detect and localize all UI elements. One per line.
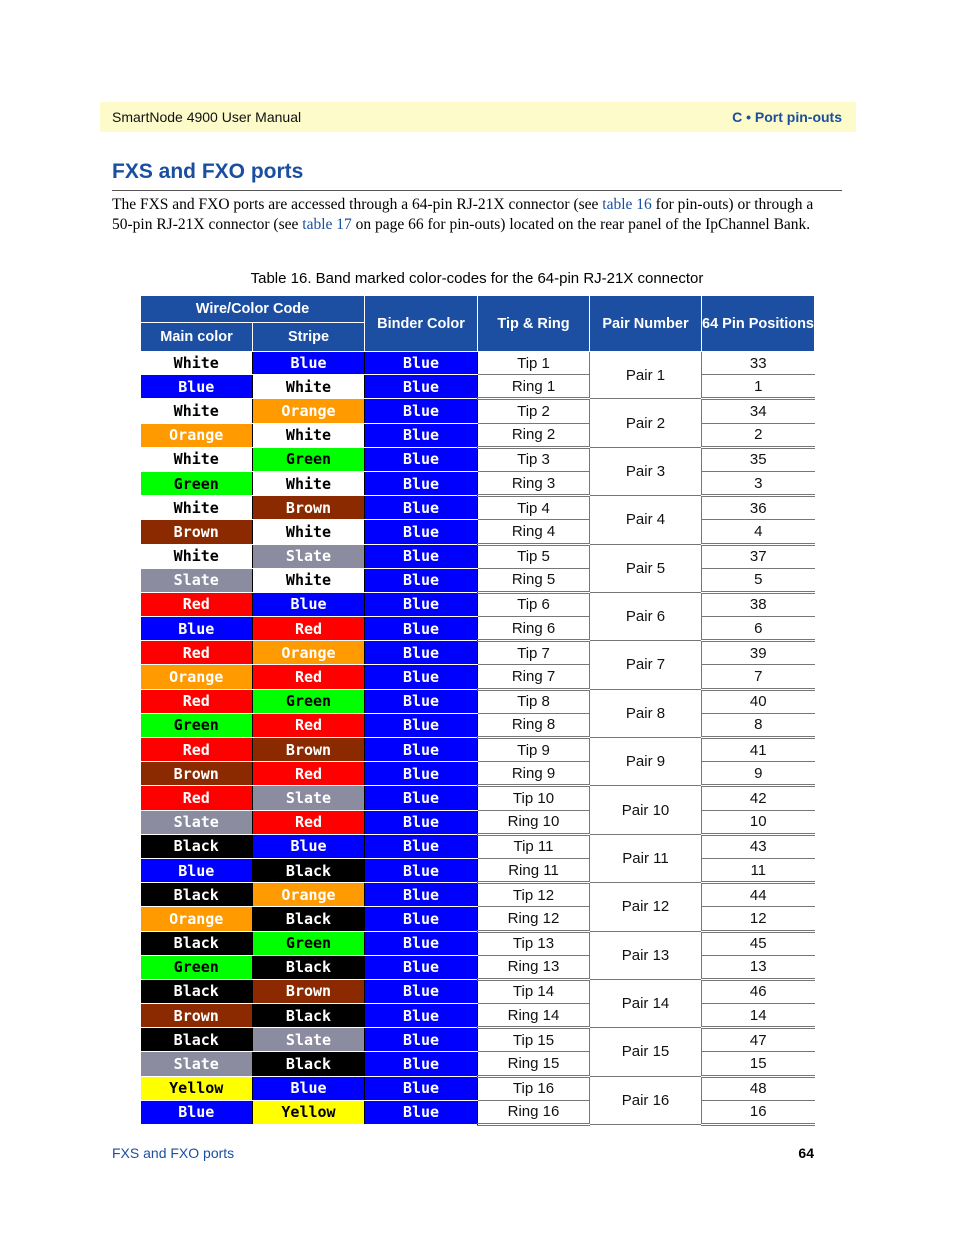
running-header	[100, 102, 856, 132]
table-row	[141, 738, 815, 762]
main-color-cell: Green	[141, 713, 253, 737]
pin-position-cell: 8	[702, 713, 815, 737]
pin-position-cell: 47	[702, 1028, 815, 1052]
main-color-cell: White	[141, 399, 253, 423]
binder-color-cell: Blue	[365, 762, 478, 786]
table-row	[141, 955, 815, 979]
main-color-cell: Black	[141, 834, 253, 858]
main-color-cell: Black	[141, 979, 253, 1003]
binder-color-cell: Blue	[365, 520, 478, 544]
tip-ring-cell: Ring 15	[478, 1052, 590, 1076]
pinout-table-body	[141, 352, 815, 1125]
pin-position-cell: 10	[702, 810, 815, 834]
stripe-cell: White	[253, 520, 365, 544]
stripe-cell: Blue	[253, 592, 365, 616]
tip-ring-cell: Tip 12	[478, 883, 590, 907]
main-color-cell: Green	[141, 955, 253, 979]
pin-position-cell: 34	[702, 399, 815, 423]
main-color-cell: Slate	[141, 810, 253, 834]
binder-color-cell: Blue	[365, 496, 478, 520]
table-row	[141, 713, 815, 737]
binder-color-cell: Blue	[365, 471, 478, 495]
page-number: 64	[798, 1145, 814, 1161]
pin-position-cell: 4	[702, 520, 815, 544]
pin-position-cell: 35	[702, 447, 815, 471]
main-color-cell: Slate	[141, 1052, 253, 1076]
pair-number-cell: Pair 16	[590, 1076, 702, 1124]
stripe-cell: Blue	[253, 834, 365, 858]
pin-position-cell: 9	[702, 762, 815, 786]
tip-ring-cell: Ring 11	[478, 858, 590, 882]
stripe-cell: Green	[253, 931, 365, 955]
table-row	[141, 834, 815, 858]
pair-number-cell: Pair 12	[590, 883, 702, 931]
header-pair-number: Pair Number	[590, 296, 702, 352]
table-row	[141, 883, 815, 907]
table-row	[141, 568, 815, 592]
stripe-cell: Red	[253, 810, 365, 834]
pair-number-cell: Pair 5	[590, 544, 702, 592]
main-color-cell: Orange	[141, 665, 253, 689]
binder-color-cell: Blue	[365, 352, 478, 375]
main-color-cell: White	[141, 352, 253, 375]
stripe-cell: Red	[253, 762, 365, 786]
tip-ring-cell: Tip 14	[478, 979, 590, 1003]
pin-position-cell: 44	[702, 883, 815, 907]
tip-ring-cell: Ring 7	[478, 665, 590, 689]
main-color-cell: Brown	[141, 1004, 253, 1028]
stripe-cell: White	[253, 471, 365, 495]
manual-title: SmartNode 4900 User Manual	[112, 109, 302, 125]
header-pin-positions: 64 Pin Positions	[702, 296, 815, 352]
binder-color-cell: Blue	[365, 810, 478, 834]
table-row	[141, 931, 815, 955]
main-color-cell: Red	[141, 786, 253, 810]
main-color-cell: White	[141, 447, 253, 471]
tip-ring-cell: Tip 6	[478, 592, 590, 616]
pair-number-cell: Pair 8	[590, 689, 702, 737]
tip-ring-cell: Ring 6	[478, 617, 590, 641]
binder-color-cell: Blue	[365, 1028, 478, 1052]
pin-position-cell: 37	[702, 544, 815, 568]
header-main-color: Main color	[141, 323, 253, 352]
stripe-cell: Brown	[253, 738, 365, 762]
tip-ring-cell: Ring 12	[478, 907, 590, 931]
pair-number-cell: Pair 9	[590, 738, 702, 786]
binder-color-cell: Blue	[365, 665, 478, 689]
header-binder-color: Binder Color	[365, 296, 478, 352]
pinout-table	[140, 295, 815, 1126]
main-color-cell: Blue	[141, 858, 253, 882]
tip-ring-cell: Ring 9	[478, 762, 590, 786]
binder-color-cell: Blue	[365, 447, 478, 471]
binder-color-cell: Blue	[365, 1100, 478, 1124]
binder-color-cell: Blue	[365, 907, 478, 931]
table-row	[141, 810, 815, 834]
main-color-cell: Red	[141, 689, 253, 713]
pair-number-cell: Pair 3	[590, 447, 702, 495]
table-row	[141, 447, 815, 471]
pair-number-cell: Pair 7	[590, 641, 702, 689]
tip-ring-cell: Tip 8	[478, 689, 590, 713]
pin-position-cell: 14	[702, 1004, 815, 1028]
table-row	[141, 641, 815, 665]
stripe-cell: Red	[253, 617, 365, 641]
title-rule	[112, 190, 842, 191]
tip-ring-cell: Ring 1	[478, 375, 590, 399]
pin-position-cell: 3	[702, 471, 815, 495]
binder-color-cell: Blue	[365, 641, 478, 665]
table-row	[141, 1028, 815, 1052]
table-row	[141, 786, 815, 810]
pin-position-cell: 6	[702, 617, 815, 641]
table-row	[141, 592, 815, 616]
table-16-link[interactable]: table 16	[602, 196, 652, 213]
pair-number-cell: Pair 11	[590, 834, 702, 882]
pin-position-cell: 40	[702, 689, 815, 713]
pin-position-cell: 16	[702, 1100, 815, 1124]
main-color-cell: Red	[141, 738, 253, 762]
main-color-cell: Blue	[141, 1100, 253, 1124]
table-row	[141, 544, 815, 568]
table-row	[141, 471, 815, 495]
pin-position-cell: 15	[702, 1052, 815, 1076]
binder-color-cell: Blue	[365, 883, 478, 907]
stripe-cell: Black	[253, 907, 365, 931]
table-row	[141, 352, 815, 375]
binder-color-cell: Blue	[365, 568, 478, 592]
binder-color-cell: Blue	[365, 713, 478, 737]
binder-color-cell: Blue	[365, 1076, 478, 1100]
main-color-cell: Orange	[141, 907, 253, 931]
binder-color-cell: Blue	[365, 617, 478, 641]
pin-position-cell: 11	[702, 858, 815, 882]
main-color-cell: Blue	[141, 617, 253, 641]
pin-position-cell: 46	[702, 979, 815, 1003]
pair-number-cell: Pair 4	[590, 496, 702, 544]
tip-ring-cell: Tip 7	[478, 641, 590, 665]
pin-position-cell: 7	[702, 665, 815, 689]
stripe-cell: Brown	[253, 979, 365, 1003]
main-color-cell: Black	[141, 931, 253, 955]
table-row	[141, 665, 815, 689]
main-color-cell: White	[141, 496, 253, 520]
stripe-cell: Slate	[253, 544, 365, 568]
binder-color-cell: Blue	[365, 738, 478, 762]
main-color-cell: Brown	[141, 762, 253, 786]
tip-ring-cell: Ring 3	[478, 471, 590, 495]
stripe-cell: Red	[253, 713, 365, 737]
pair-number-cell: Pair 10	[590, 786, 702, 834]
pair-number-cell: Pair 1	[590, 352, 702, 399]
tip-ring-cell: Ring 5	[478, 568, 590, 592]
binder-color-cell: Blue	[365, 544, 478, 568]
stripe-cell: Blue	[253, 1076, 365, 1100]
table-row	[141, 1004, 815, 1028]
binder-color-cell: Blue	[365, 1004, 478, 1028]
table-row	[141, 399, 815, 423]
binder-color-cell: Blue	[365, 858, 478, 882]
tip-ring-cell: Ring 4	[478, 520, 590, 544]
main-color-cell: White	[141, 544, 253, 568]
binder-color-cell: Blue	[365, 399, 478, 423]
stripe-cell: Yellow	[253, 1100, 365, 1124]
main-color-cell: Red	[141, 592, 253, 616]
pin-position-cell: 5	[702, 568, 815, 592]
pin-position-cell: 48	[702, 1076, 815, 1100]
binder-color-cell: Blue	[365, 423, 478, 447]
binder-color-cell: Blue	[365, 931, 478, 955]
pin-position-cell: 41	[702, 738, 815, 762]
tip-ring-cell: Ring 16	[478, 1100, 590, 1124]
stripe-cell: Orange	[253, 399, 365, 423]
intro-text-2: for pin-outs) or through a 50-pin RJ-21X connector (see	[112, 196, 814, 233]
intro-text-1: The FXS and FXO ports are accessed through a 64-pin RJ-21X connector (see	[112, 196, 603, 213]
stripe-cell: White	[253, 423, 365, 447]
table-row	[141, 1100, 815, 1124]
tip-ring-cell: Ring 14	[478, 1004, 590, 1028]
binder-color-cell: Blue	[365, 375, 478, 399]
pin-position-cell: 43	[702, 834, 815, 858]
pin-position-cell: 12	[702, 907, 815, 931]
table-caption: Table 16. Band marked color-codes for the 64-pin RJ-21X connector	[250, 270, 704, 287]
table-row	[141, 1076, 815, 1100]
pin-position-cell: 36	[702, 496, 815, 520]
main-color-cell: Yellow	[141, 1076, 253, 1100]
header-stripe: Stripe	[253, 323, 365, 352]
tip-ring-cell: Tip 1	[478, 352, 590, 375]
header-wire-color-code: Wire/Color Code	[141, 296, 365, 323]
stripe-cell: Green	[253, 689, 365, 713]
pin-position-cell: 45	[702, 931, 815, 955]
pin-position-cell: 13	[702, 955, 815, 979]
binder-color-cell: Blue	[365, 979, 478, 1003]
pair-number-cell: Pair 13	[590, 931, 702, 979]
stripe-cell: Black	[253, 1052, 365, 1076]
main-color-cell: Brown	[141, 520, 253, 544]
table-row	[141, 496, 815, 520]
tip-ring-cell: Ring 8	[478, 713, 590, 737]
chapter-title: C • Port pin-outs	[732, 109, 842, 125]
binder-color-cell: Blue	[365, 1052, 478, 1076]
binder-color-cell: Blue	[365, 786, 478, 810]
stripe-cell: Slate	[253, 1028, 365, 1052]
pin-position-cell: 38	[702, 592, 815, 616]
pin-position-cell: 2	[702, 423, 815, 447]
pair-number-cell: Pair 2	[590, 399, 702, 447]
pair-number-cell: Pair 6	[590, 592, 702, 640]
stripe-cell: Black	[253, 1004, 365, 1028]
table-row	[141, 689, 815, 713]
pin-position-cell: 42	[702, 786, 815, 810]
stripe-cell: White	[253, 568, 365, 592]
tip-ring-cell: Tip 2	[478, 399, 590, 423]
main-color-cell: Green	[141, 471, 253, 495]
stripe-cell: Orange	[253, 641, 365, 665]
main-color-cell: Slate	[141, 568, 253, 592]
main-color-cell: Black	[141, 1028, 253, 1052]
section-title: FXS and FXO ports	[112, 160, 304, 183]
tip-ring-cell: Tip 4	[478, 496, 590, 520]
main-color-cell: Red	[141, 641, 253, 665]
main-color-cell: Blue	[141, 375, 253, 399]
stripe-cell: Black	[253, 858, 365, 882]
intro-text-3: on page 66 for pin-outs) located on the rear panel of the IpChannel Bank.	[351, 216, 811, 233]
tip-ring-cell: Tip 16	[478, 1076, 590, 1100]
tip-ring-cell: Tip 11	[478, 834, 590, 858]
binder-color-cell: Blue	[365, 592, 478, 616]
tip-ring-cell: Tip 3	[478, 447, 590, 471]
stripe-cell: Blue	[253, 352, 365, 375]
tip-ring-cell: Tip 13	[478, 931, 590, 955]
tip-ring-cell: Tip 15	[478, 1028, 590, 1052]
pin-position-cell: 1	[702, 375, 815, 399]
table-row	[141, 375, 815, 399]
stripe-cell: Slate	[253, 786, 365, 810]
tip-ring-cell: Tip 9	[478, 738, 590, 762]
table-row	[141, 858, 815, 882]
stripe-cell: Orange	[253, 883, 365, 907]
table-row	[141, 762, 815, 786]
tip-ring-cell: Ring 13	[478, 955, 590, 979]
table-row	[141, 520, 815, 544]
pair-number-cell: Pair 14	[590, 979, 702, 1027]
pin-position-cell: 39	[702, 641, 815, 665]
table-row	[141, 1052, 815, 1076]
intro-paragraph	[112, 195, 832, 235]
table-row	[141, 907, 815, 931]
header-tip-ring: Tip & Ring	[478, 296, 590, 352]
binder-color-cell: Blue	[365, 689, 478, 713]
table-row	[141, 423, 815, 447]
table-17-link[interactable]: table 17	[302, 216, 352, 233]
pin-position-cell: 33	[702, 352, 815, 375]
table-row	[141, 617, 815, 641]
tip-ring-cell: Ring 10	[478, 810, 590, 834]
main-color-cell: Orange	[141, 423, 253, 447]
stripe-cell: Brown	[253, 496, 365, 520]
tip-ring-cell: Tip 10	[478, 786, 590, 810]
stripe-cell: White	[253, 375, 365, 399]
stripe-cell: Red	[253, 665, 365, 689]
pair-number-cell: Pair 15	[590, 1028, 702, 1076]
stripe-cell: Black	[253, 955, 365, 979]
main-color-cell: Black	[141, 883, 253, 907]
table-row	[141, 979, 815, 1003]
binder-color-cell: Blue	[365, 955, 478, 979]
footer-section-name: FXS and FXO ports	[112, 1145, 235, 1161]
stripe-cell: Green	[253, 447, 365, 471]
tip-ring-cell: Ring 2	[478, 423, 590, 447]
tip-ring-cell: Tip 5	[478, 544, 590, 568]
binder-color-cell: Blue	[365, 834, 478, 858]
